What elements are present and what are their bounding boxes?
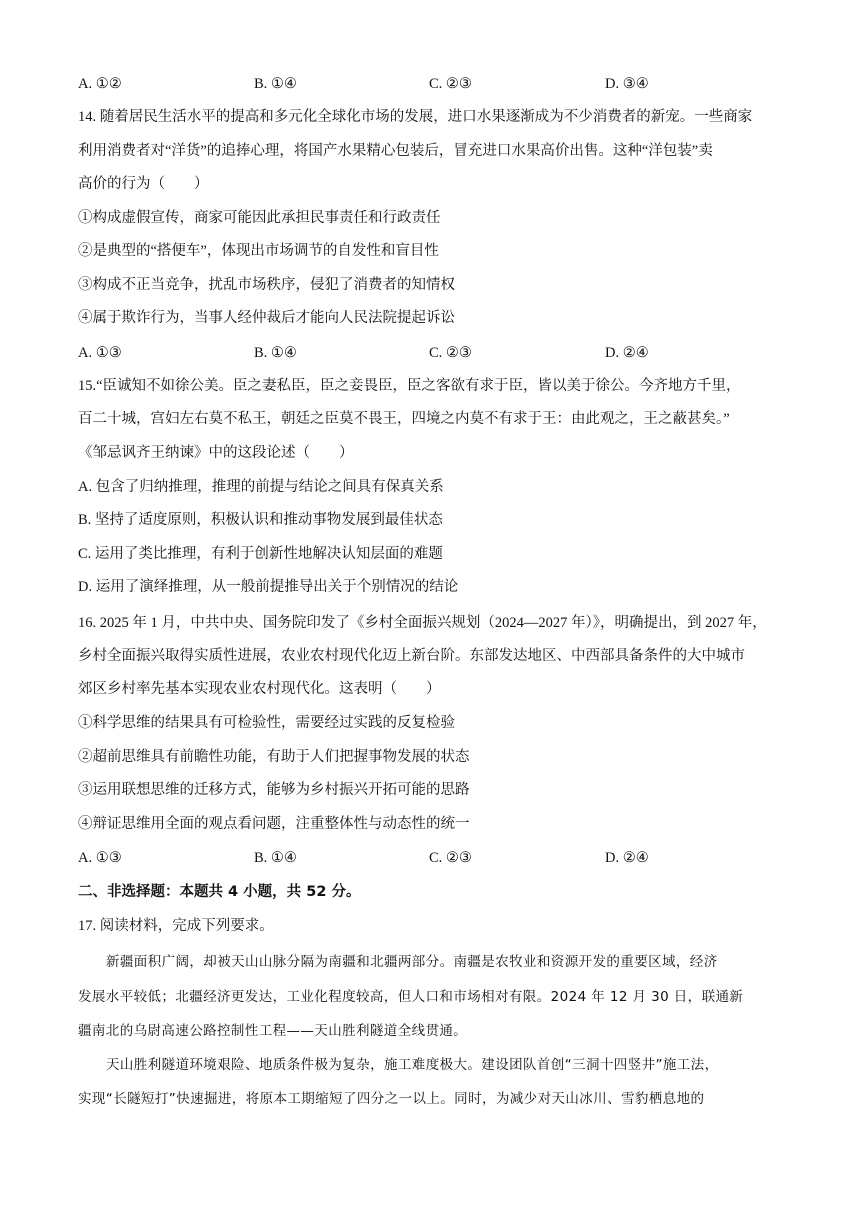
q16-option-c: C. ②③: [429, 850, 472, 866]
q16-option-a: A. ①③: [78, 850, 122, 866]
q16-option-b: B. ①④: [254, 850, 297, 866]
q15-option-d: D. 运用了演绎推理，从一般前提推导出关于个别情况的结论: [78, 579, 459, 595]
q14-statement-3: ③构成不正当竞争，扰乱市场秩序，侵犯了消费者的知情权: [78, 277, 455, 293]
q14-statement-1: ①构成虚假宣传，商家可能因此承担民事责任和行政责任: [78, 210, 441, 226]
q16-statement-4: ④辩证思维用全面的观点看问题，注重整体性与动态性的统一: [78, 816, 470, 832]
q14-option-d: D. ②④: [605, 345, 649, 361]
q16-options: [78, 847, 788, 869]
q16-stem-line-3: 郊区乡村率先基本实现农业农村现代化。这表明（ ）: [78, 681, 441, 697]
q17-material-line-3: 疆南北的乌尉高速公路控制性工程——天山胜利隧道全线贯通。: [78, 1023, 468, 1039]
q15-option-c: C. 运用了类比推理，有利于创新性地解决认知层面的难题: [78, 546, 443, 562]
q13-option-c: C. ②③: [429, 76, 472, 92]
q15-stem-line-2: 百二十城，宫妇左右莫不私王，朝廷之臣莫不畏王，四境之内莫不有求于王：由此观之，王之蔽甚矣。”: [78, 411, 730, 427]
q14-option-b: B. ①④: [254, 345, 297, 361]
q16-stem-line-1: 16. 2025 年 1 月，中共中央、国务院印发了《乡村全面振兴规划（2024—2027 年）》，明确提出，到 2027 年，: [78, 615, 767, 631]
q14-statement-4: ④属于欺诈行为，当事人经仲裁后才能向人民法院提起诉讼: [78, 310, 455, 326]
q17-material-line-1: 新疆面积广阔，却被天山山脉分隔为南疆和北疆两部分。南疆是农牧业和资源开发的重要区域，经济: [106, 954, 718, 970]
q14-options: [78, 342, 788, 364]
q15-option-b: B. 坚持了适度原则，积极认识和推动事物发展到最佳状态: [78, 512, 443, 528]
q15-stem-line-1: 15.“臣诚知不如徐公美。臣之妻私臣，臣之妾畏臣，臣之客欲有求于臣，皆以美于徐公。今齐地方千里，: [78, 378, 741, 394]
q13-options: [78, 73, 788, 95]
q17-material-line-5: 实现“长隧短打”快速掘进，将原本工期缩短了四分之一以上。同时，为减少对天山冰川、雪豹栖息地的: [78, 1091, 705, 1107]
q16-statement-2: ②超前思维具有前瞻性功能，有助于人们把握事物发展的状态: [78, 749, 470, 765]
q16-stem-line-2: 乡村全面振兴取得实质性进展，农业农村现代化迈上新台阶。东部发达地区、中西部具备条件的大中城市: [78, 648, 745, 664]
q14-option-c: C. ②③: [429, 345, 472, 361]
q14-statement-2: ②是典型的“搭便车”，体现出市场调节的自发性和盲目性: [78, 243, 439, 259]
q16-statement-3: ③运用联想思维的迁移方式，能够为乡村振兴开拓可能的思路: [78, 782, 470, 798]
q14-stem-line-2: 利用消费者对“洋货”的追捧心理，将国产水果精心包装后，冒充进口水果高价出售。这种“洋包装”卖: [78, 143, 713, 159]
q17-material-line-2: 发展水平较低；北疆经济更发达，工业化程度较高，但人口和市场相对有限。2024 年 12 月 30 日，联通新: [78, 989, 744, 1005]
q15-option-a: A. 包含了归纳推理，推理的前提与结论之间具有保真关系: [78, 479, 444, 495]
q13-option-d: D. ③④: [605, 76, 649, 92]
q14-option-a: A. ①③: [78, 345, 122, 361]
q17-material-line-4: 天山胜利隧道环境艰险、地质条件极为复杂，施工难度极大。建设团队首创“三洞十四竖井”施工法，: [106, 1057, 719, 1073]
q15-stem-line-3: 《邹忌讽齐王纳谏》中的这段论述（ ）: [78, 445, 354, 461]
section-heading: 二、非选择题：本题共 4 小题，共 52 分。: [78, 884, 361, 900]
q13-option-a: A. ①②: [78, 76, 122, 92]
q13-option-b: B. ①④: [254, 76, 297, 92]
q14-stem-line-3: 高价的行为（ ）: [78, 176, 209, 192]
q14-stem-line-1: 14. 随着居民生活水平的提高和多元化全球化市场的发展，进口水果逐渐成为不少消费者的新宠。一些商家: [78, 109, 753, 125]
q16-option-d: D. ②④: [605, 850, 649, 866]
q17-stem: 17. 阅读材料，完成下列要求。: [78, 918, 274, 934]
q16-statement-1: ①科学思维的结果具有可检验性，需要经过实践的反复检验: [78, 715, 455, 731]
